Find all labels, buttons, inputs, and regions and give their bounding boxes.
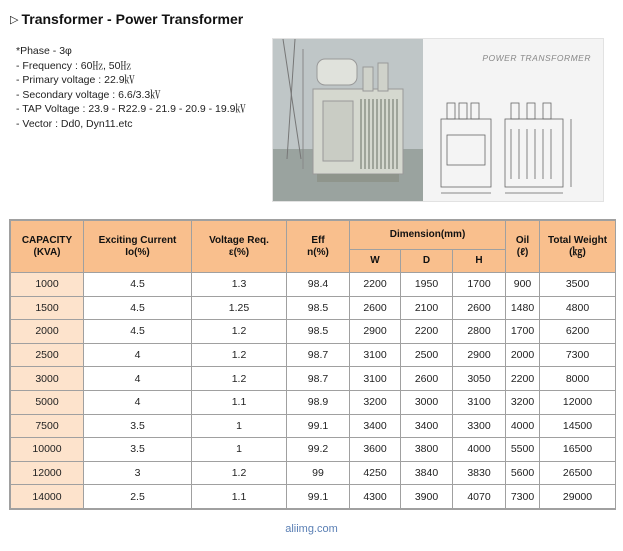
col-header-exciting-line1: Exciting Current (98, 234, 177, 246)
table-row (11, 438, 616, 462)
cell-width: 2200 (350, 273, 401, 297)
cell-height: 4000 (453, 438, 506, 462)
col-header-voltage-line1: Voltage Req. (209, 234, 269, 246)
col-header-depth: D (401, 250, 453, 273)
cell-width: 3600 (350, 438, 401, 462)
cell-total-weight: 7300 (540, 343, 616, 367)
col-header-eff-line2: n(%) (307, 246, 329, 258)
cell-voltage-req: 1 (192, 414, 287, 438)
cell-total-weight: 12000 (540, 390, 616, 414)
table-row (11, 343, 616, 367)
table-row (11, 273, 616, 297)
cell-exciting-current: 4 (84, 343, 192, 367)
cell-capacity: 3000 (11, 367, 84, 391)
cell-capacity: 14000 (11, 485, 84, 509)
cell-width: 4250 (350, 461, 401, 485)
table-row (11, 414, 616, 438)
cell-total-weight: 6200 (540, 320, 616, 344)
cell-voltage-req: 1.2 (192, 343, 287, 367)
cell-oil: 5600 (506, 461, 540, 485)
cell-height: 3100 (453, 390, 506, 414)
cell-total-weight: 8000 (540, 367, 616, 391)
cell-oil: 1480 (506, 296, 540, 320)
col-header-oil-line2: (ℓ) (516, 246, 529, 258)
cell-oil: 7300 (506, 485, 540, 509)
spec-table-container (9, 219, 616, 510)
product-photo (272, 38, 604, 202)
col-header-voltage-line2: ε(%) (228, 246, 250, 258)
spec-item: - Frequency : 60㎐, 50㎐ (16, 59, 131, 72)
cell-depth: 2200 (401, 320, 453, 344)
table-row (11, 461, 616, 485)
col-header-exciting-current (84, 221, 192, 273)
cell-depth: 3400 (401, 414, 453, 438)
spec-item: - Primary voltage : 22.9㎸ (16, 74, 136, 86)
cell-width: 4300 (350, 485, 401, 509)
cell-efficiency: 99 (287, 461, 350, 485)
spec-phase: *Phase - 3φ (16, 45, 72, 57)
cell-voltage-req: 1 (192, 438, 287, 462)
cell-depth: 3900 (401, 485, 453, 509)
cell-height: 3830 (453, 461, 506, 485)
cell-voltage-req: 1.2 (192, 320, 287, 344)
cell-capacity: 2000 (11, 320, 84, 344)
transformer-illustration (273, 39, 603, 201)
cell-efficiency: 98.5 (287, 296, 350, 320)
spec-item: - TAP Voltage : 23.9 - R22.9 - 21.9 - 20.9 - 19.9㎸ (16, 103, 246, 115)
triangle-bullet-icon: ▷ (10, 13, 19, 26)
cell-depth: 2500 (401, 343, 453, 367)
cell-exciting-current: 3.5 (84, 438, 192, 462)
cell-exciting-current: 4 (84, 367, 192, 391)
cell-depth: 3840 (401, 461, 453, 485)
cell-efficiency: 99.1 (287, 414, 350, 438)
cell-efficiency: 98.7 (287, 367, 350, 391)
cell-depth: 2600 (401, 367, 453, 391)
col-header-voltage-req (192, 221, 287, 273)
cell-width: 3200 (350, 390, 401, 414)
cell-capacity: 2500 (11, 343, 84, 367)
cell-capacity: 10000 (11, 438, 84, 462)
cell-width: 3100 (350, 367, 401, 391)
cell-width: 2600 (350, 296, 401, 320)
cell-efficiency: 98.9 (287, 390, 350, 414)
cell-height: 2900 (453, 343, 506, 367)
footer-watermark: aliimg.com (285, 523, 338, 535)
cell-exciting-current: 4.5 (84, 273, 192, 297)
cell-depth: 2100 (401, 296, 453, 320)
cell-oil: 2000 (506, 343, 540, 367)
cell-oil: 1700 (506, 320, 540, 344)
table-row (11, 367, 616, 391)
cell-voltage-req: 1.2 (192, 367, 287, 391)
cell-total-weight: 16500 (540, 438, 616, 462)
cell-width: 2900 (350, 320, 401, 344)
spec-item: - Vector : Dd0, Dyn11.etc (16, 117, 133, 130)
cell-capacity: 7500 (11, 414, 84, 438)
col-header-height: H (453, 250, 506, 273)
table-row (11, 296, 616, 320)
table-row (11, 485, 616, 509)
col-header-capacity (11, 221, 84, 273)
spec-list (16, 44, 246, 131)
cell-width: 3100 (350, 343, 401, 367)
cell-oil: 5500 (506, 438, 540, 462)
col-header-dimension: Dimension(mm) (350, 221, 506, 250)
spec-item: - Secondary voltage : 6.6/3.3㎸ (16, 88, 161, 101)
cell-depth: 3800 (401, 438, 453, 462)
col-header-exciting-line2: Io(%) (125, 246, 150, 258)
cell-total-weight: 29000 (540, 485, 616, 509)
col-header-width: W (350, 250, 401, 273)
cell-voltage-req: 1.3 (192, 273, 287, 297)
cell-capacity: 12000 (11, 461, 84, 485)
cell-capacity: 1000 (11, 273, 84, 297)
cell-voltage-req: 1.2 (192, 461, 287, 485)
cell-oil: 900 (506, 273, 540, 297)
table-row (11, 390, 616, 414)
cell-efficiency: 98.4 (287, 273, 350, 297)
cell-efficiency: 99.1 (287, 485, 350, 509)
cell-height: 4070 (453, 485, 506, 509)
cell-efficiency: 98.7 (287, 343, 350, 367)
cell-exciting-current: 4.5 (84, 296, 192, 320)
cell-depth: 3000 (401, 390, 453, 414)
photo-caption: POWER TRANSFORMER (482, 53, 591, 63)
cell-exciting-current: 3 (84, 461, 192, 485)
cell-total-weight: 14500 (540, 414, 616, 438)
spec-table-body (11, 273, 616, 509)
cell-voltage-req: 1.1 (192, 485, 287, 509)
cell-width: 3400 (350, 414, 401, 438)
spec-table (10, 220, 616, 509)
cell-height: 2800 (453, 320, 506, 344)
cell-voltage-req: 1.1 (192, 390, 287, 414)
cell-voltage-req: 1.25 (192, 296, 287, 320)
cell-total-weight: 4800 (540, 296, 616, 320)
page-title-text: Transformer - Power Transformer (21, 11, 244, 27)
cell-capacity: 5000 (11, 390, 84, 414)
cell-oil: 3200 (506, 390, 540, 414)
col-header-oil-line1: Oil (515, 234, 530, 246)
cell-capacity: 1500 (11, 296, 84, 320)
cell-oil: 2200 (506, 367, 540, 391)
cell-total-weight: 3500 (540, 273, 616, 297)
cell-efficiency: 98.5 (287, 320, 350, 344)
col-header-efficiency (287, 221, 350, 273)
col-header-total-weight (540, 221, 616, 273)
page-title (10, 11, 243, 27)
col-header-eff-line1: Eff (311, 234, 325, 246)
cell-exciting-current: 4.5 (84, 320, 192, 344)
col-header-weight-line2: (㎏) (569, 246, 586, 258)
cell-height: 3050 (453, 367, 506, 391)
table-row (11, 320, 616, 344)
cell-height: 2600 (453, 296, 506, 320)
cell-exciting-current: 3.5 (84, 414, 192, 438)
cell-exciting-current: 4 (84, 390, 192, 414)
col-header-capacity-line1: CAPACITY (21, 234, 73, 246)
cell-exciting-current: 2.5 (84, 485, 192, 509)
cell-total-weight: 26500 (540, 461, 616, 485)
col-header-oil (506, 221, 540, 273)
col-header-weight-line1: Total Weight (547, 234, 608, 246)
col-header-capacity-line2: (KVA) (33, 246, 61, 258)
cell-oil: 4000 (506, 414, 540, 438)
cell-height: 1700 (453, 273, 506, 297)
cell-height: 3300 (453, 414, 506, 438)
cell-efficiency: 99.2 (287, 438, 350, 462)
cell-depth: 1950 (401, 273, 453, 297)
